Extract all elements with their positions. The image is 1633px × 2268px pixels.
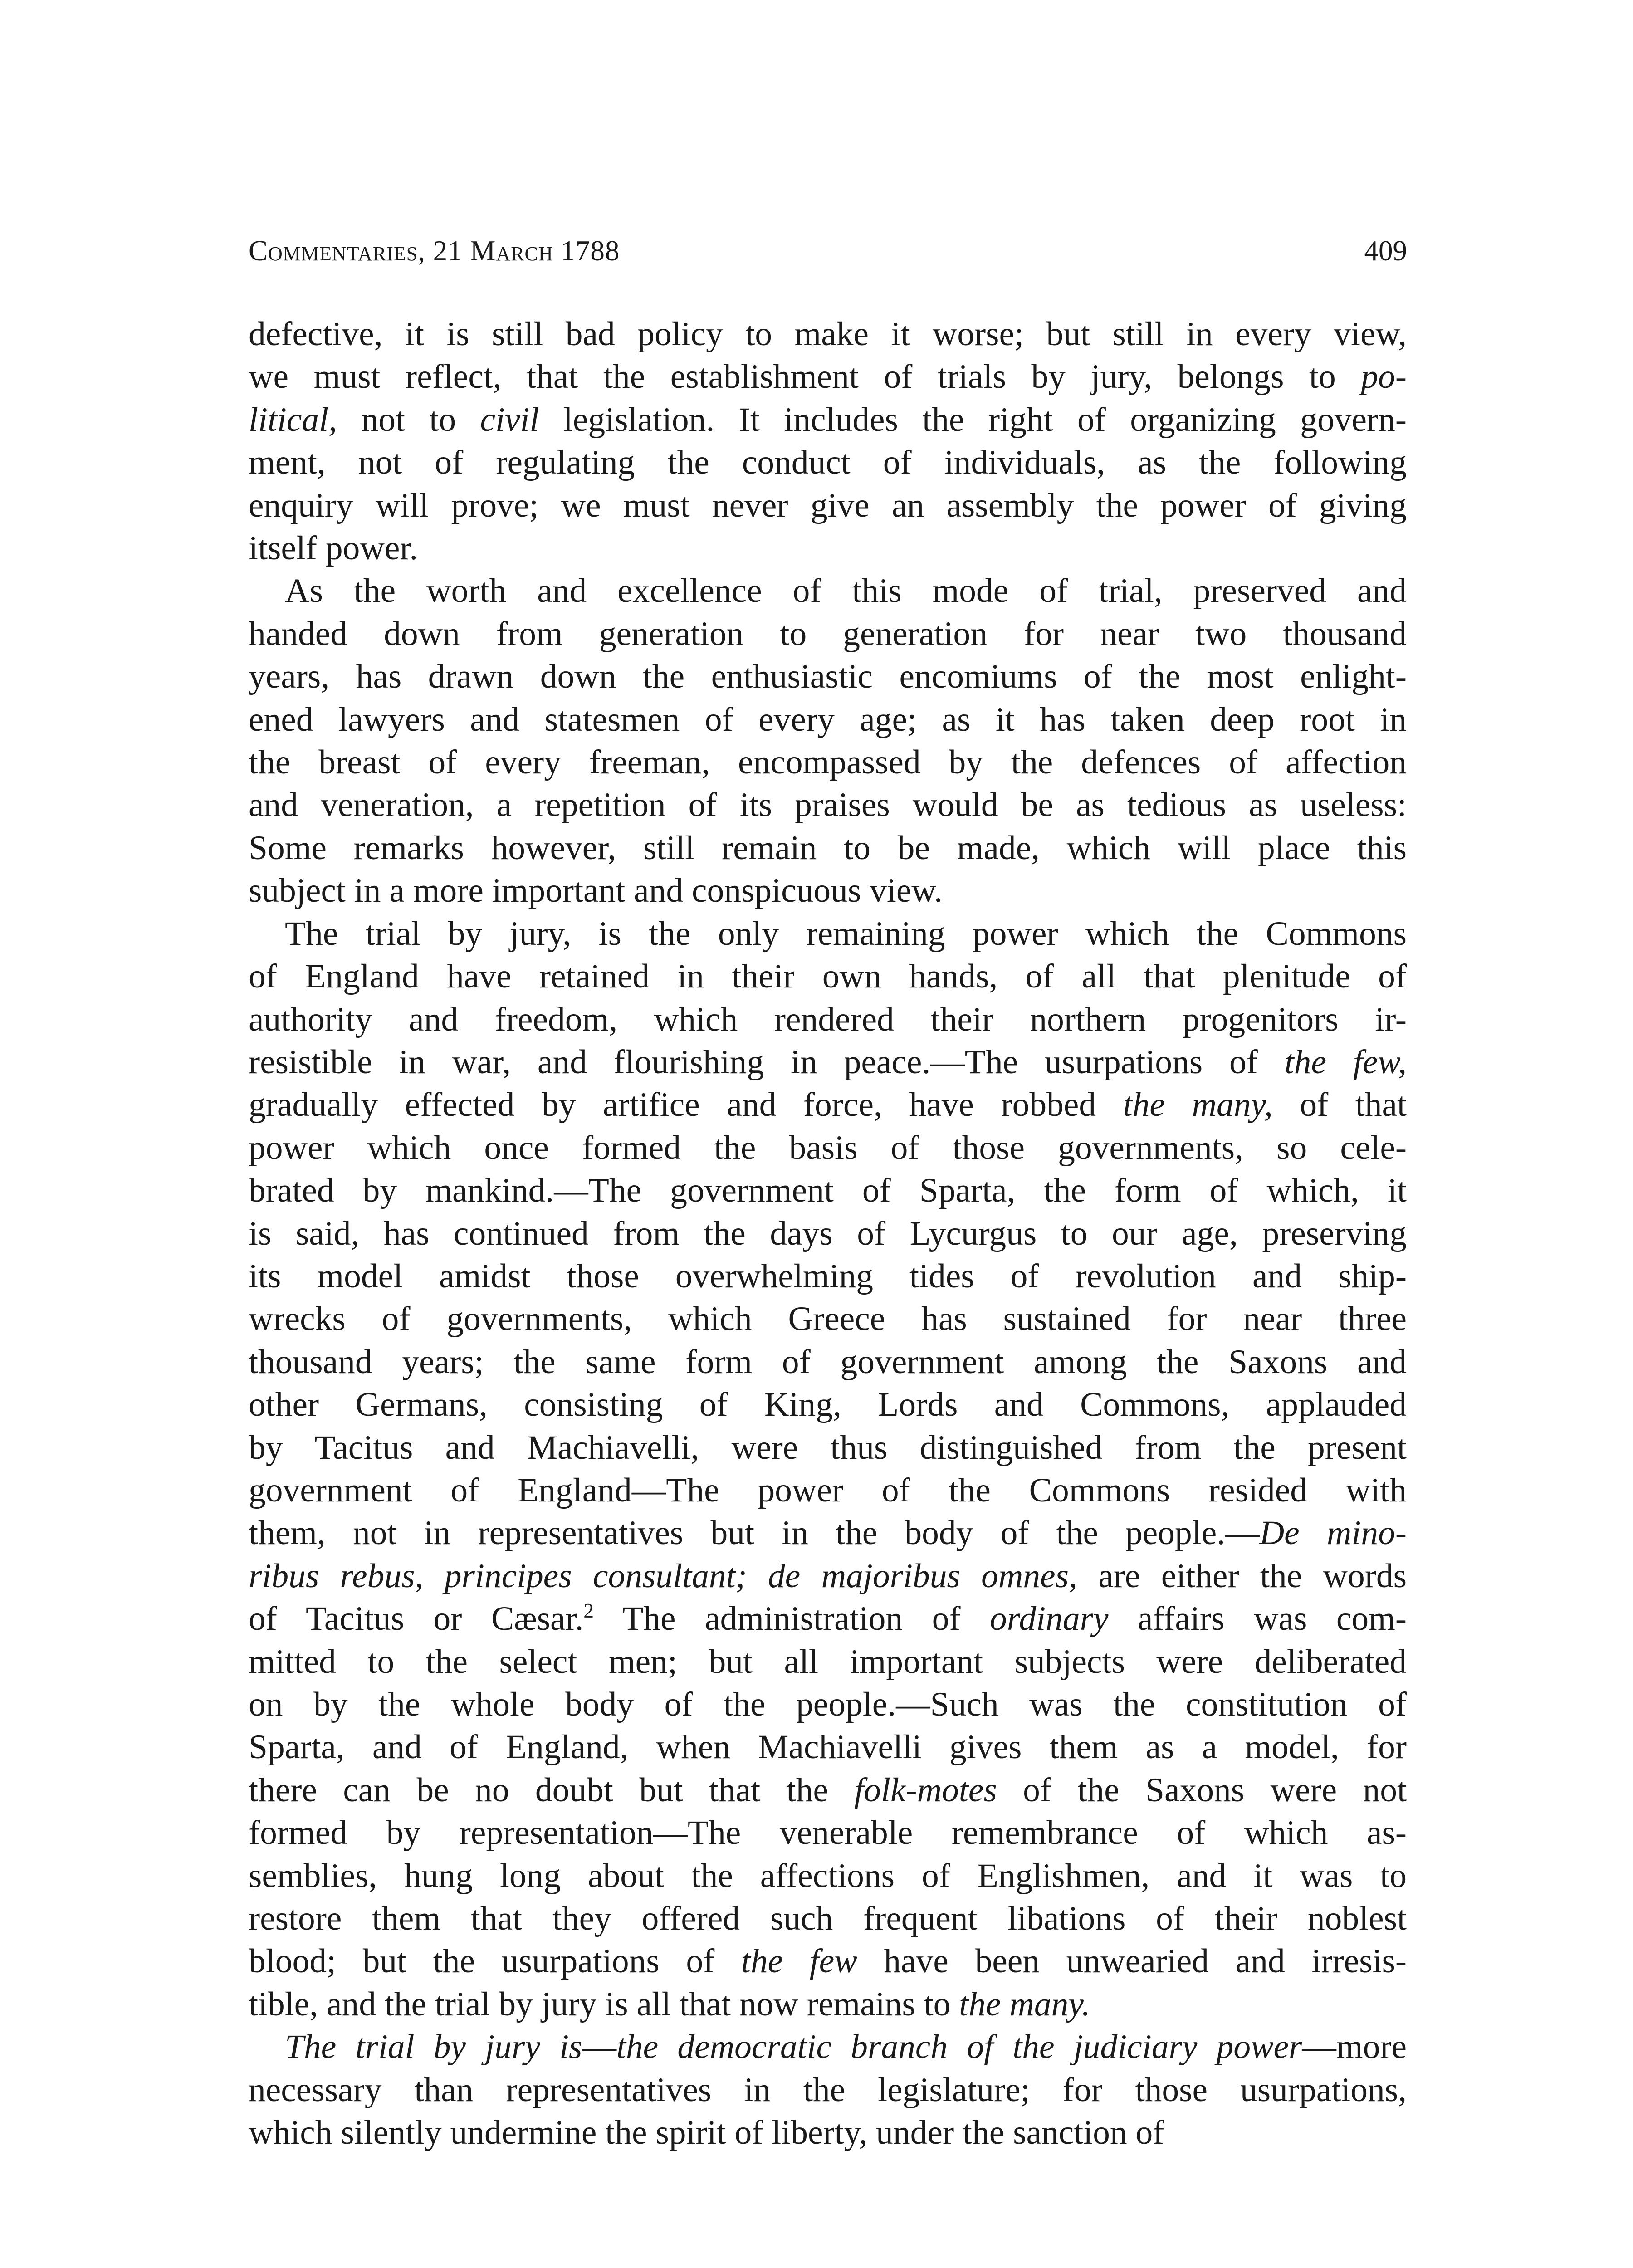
text-line: which silently undermine the spirit of liberty, under the sanction of [249,2114,1164,2152]
text-line: ribus rebus, principes consultant; de majoribus omnes, are either the words [249,1557,1407,1595]
text-line: blood; but the usurpations of the few have been unwearied and irresis- [249,1942,1407,1980]
text-line: formed by representation—The venerable remembrance of which as- [249,1814,1407,1852]
text-line: wrecks of governments, which Greece has sustained for near three [249,1300,1407,1338]
paragraph [249,2026,1407,2154]
text-line: tible, and the trial by jury is all that now remains to the many. [249,1985,1090,2023]
text-line: defective, it is still bad policy to make it worse; but still in every view, [249,315,1407,353]
text-line: ment, not of regulating the conduct of individuals, as the following [249,444,1407,482]
text-line: litical, not to civil legislation. It includes the right of organizing govern- [249,401,1407,439]
body-text [249,313,1407,2154]
running-header [249,230,1407,271]
page-number: 409 [1364,235,1407,267]
text-line: handed down from generation to generation for near two thousand [249,615,1407,653]
text-line: thousand years; the same form of government among the Saxons and [249,1343,1407,1381]
text-line: power which once formed the basis of those governments, so cele- [249,1129,1407,1167]
text-line: on by the whole body of the people.—Such was the constitution of [249,1686,1407,1723]
text-line: of Tacitus or Cæsar.$^2$ The administration of ordinary affairs was com- [249,1599,1407,1638]
text-line: we must reflect, that the establishment of trials by jury, belongs to po- [249,358,1407,396]
text-line: them, not in representatives but in the body of the people.—De mino- [249,1514,1407,1552]
text-line: resistible in war, and flourishing in peace.—The usurpations of the few, [249,1043,1407,1081]
text-line: the breast of every freeman, encompassed by the defences of affection [249,743,1407,782]
text-line: itself power. [249,529,418,567]
text-line: mitted to the select men; but all important subjects were deliberated [249,1642,1407,1681]
text-line: brated by mankind.—The government of Sparta, the form of which, it [249,1172,1407,1210]
text-line: ened lawyers and statesmen of every age; as it has taken deep root in [249,700,1407,738]
text-line: Sparta, and of England, when Machiavelli gives them as a model, for [249,1728,1407,1766]
paragraph [249,913,1407,2026]
text-line: The trial by jury is—the democratic branch of the judiciary power—more [285,2028,1407,2066]
running-head-title: Commentaries, 21 March 1788 [249,235,620,267]
text-line: by Tacitus and Machiavelli, were thus distinguished from the present [249,1428,1407,1466]
text-line: years, has drawn down the enthusiastic encomiums of the most enlight- [249,658,1407,696]
text-line: necessary than representatives in the legislature; for those usurpations, [249,2071,1407,2109]
text-line: authority and freedom, which rendered their northern progenitors ir- [249,1000,1407,1038]
text-line: subject in a more important and conspicuous view. [249,872,943,910]
text-line: government of England—The power of the Commons resided with [249,1471,1407,1509]
text-line: enquiry will prove; we must never give an assembly the power of giving [249,486,1407,524]
text-line: is said, has continued from the days of Lycurgus to our age, preserving [249,1214,1407,1252]
text-line: As the worth and excellence of this mode of trial, preserved and [285,572,1407,610]
paragraph [249,570,1407,912]
text-line: The trial by jury, is the only remaining power which the Commons [285,914,1407,953]
text-line: of England have retained in their own hands, of all that plenitude of [249,958,1407,996]
text-line: semblies, hung long about the affections of Englishmen, and it was to [249,1857,1407,1895]
text-line: other Germans, consisting of King, Lords and Commons, applauded [249,1386,1407,1424]
text-line: and veneration, a repetition of its praises would be as tedious as useless: [249,786,1407,824]
paragraph [249,313,1407,570]
text-line: there can be no doubt but that the folk-motes of the Saxons were not [249,1771,1407,1809]
footnote-ref: 2 [583,1599,594,1623]
text-line: its model amidst those overwhelming tides of revolution and ship- [249,1257,1407,1295]
text-line: Some remarks however, still remain to be made, which will place this [249,829,1407,867]
text-line: restore them that they offered such frequent libations of their noblest [249,1900,1407,1938]
text-line: gradually effected by artifice and force, have robbed the many, of that [249,1086,1407,1124]
